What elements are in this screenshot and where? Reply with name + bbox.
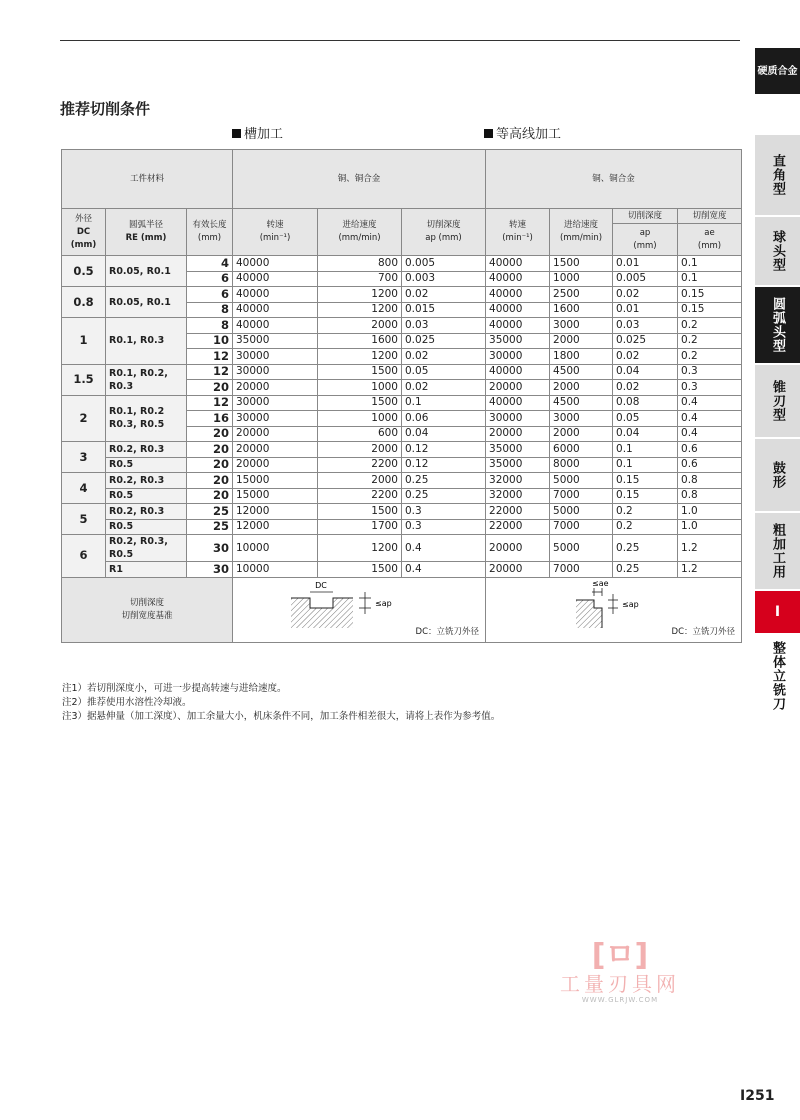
re-cell xyxy=(106,395,187,442)
section-contour-label: 等高线加工 xyxy=(496,127,562,142)
contour-rpm-cell: 32000 xyxy=(486,488,550,504)
header-material-slot: 铜、铜合金 xyxy=(233,150,486,209)
slot-rpm-cell: 40000 xyxy=(233,302,318,318)
contour-rpm-cell: 40000 xyxy=(486,364,550,380)
contour-feed-cell: 5000 xyxy=(550,473,613,489)
re-value: R0.2, R0.3, R0.5 xyxy=(109,536,168,560)
page-number: I251 xyxy=(740,1088,775,1104)
contour-ap-cell: 0.1 xyxy=(613,442,678,458)
slot-feed-cell: 1700 xyxy=(318,519,402,535)
dc-cell: 1.5 xyxy=(62,364,106,395)
contour-ae-label: ≤ae xyxy=(592,578,609,588)
slot-ap-cell: 0.025 xyxy=(402,333,486,349)
length-cell: 30 xyxy=(187,535,233,562)
contour-feed-cell: 2500 xyxy=(550,287,613,303)
length-cell: 6 xyxy=(187,287,233,303)
contour-ae-cell: 0.2 xyxy=(678,349,742,365)
re-cell xyxy=(106,318,187,365)
dc-cell: 2 xyxy=(62,395,106,442)
contour-feed-cell: 2000 xyxy=(550,426,613,442)
contour-ae-cell: 1.0 xyxy=(678,504,742,520)
table-row xyxy=(62,535,742,562)
slot-diagram xyxy=(233,577,486,642)
length-cell: 12 xyxy=(187,364,233,380)
table-row xyxy=(62,473,742,489)
slot-ap-cell: 0.05 xyxy=(402,364,486,380)
tab-roughing[interactable] xyxy=(755,513,800,589)
slot-rpm-cell: 35000 xyxy=(233,333,318,349)
header-contour-ae: ae (mm) xyxy=(678,224,742,256)
slot-feed-cell: 2000 xyxy=(318,473,402,489)
contour-diagram xyxy=(486,577,742,642)
contour-ap-cell: 0.005 xyxy=(613,271,678,287)
length-cell: 8 xyxy=(187,318,233,334)
header-material: 工件材料 xyxy=(62,150,233,209)
slot-feed-cell: 1500 xyxy=(318,562,402,578)
contour-ae-cell: 0.8 xyxy=(678,473,742,489)
length-cell: 10 xyxy=(187,333,233,349)
slot-ap-cell: 0.04 xyxy=(402,426,486,442)
header-contour-ap: ap (mm) xyxy=(613,224,678,256)
contour-ae-cell: 0.4 xyxy=(678,395,742,411)
watermark-name: 工量刃具网 xyxy=(560,972,680,996)
re-cell xyxy=(106,457,187,473)
tab-ball[interactable] xyxy=(755,217,800,285)
header-slot-rpm: 转速 (min⁻¹) xyxy=(233,209,318,256)
contour-feed-cell: 6000 xyxy=(550,442,613,458)
contour-feed-cell: 3000 xyxy=(550,411,613,427)
contour-ae-cell: 0.3 xyxy=(678,364,742,380)
slot-rpm-cell: 40000 xyxy=(233,287,318,303)
contour-ap-cell: 0.15 xyxy=(613,488,678,504)
slot-ap-cell: 0.003 xyxy=(402,271,486,287)
contour-rpm-cell: 30000 xyxy=(486,411,550,427)
dc-cell: 4 xyxy=(62,473,106,504)
contour-rpm-cell: 20000 xyxy=(486,426,550,442)
length-cell: 20 xyxy=(187,442,233,458)
re-cell xyxy=(106,256,187,287)
slot-rpm-cell: 12000 xyxy=(233,504,318,520)
re-cell xyxy=(106,364,187,395)
contour-rpm-cell: 40000 xyxy=(486,271,550,287)
slot-feed-cell: 1200 xyxy=(318,302,402,318)
contour-rpm-cell: 40000 xyxy=(486,287,550,303)
contour-feed-cell: 7000 xyxy=(550,488,613,504)
note-1: 注1）若切削深度小，可进一步提高转速与进给速度。 xyxy=(62,683,287,694)
contour-ap-cell: 0.2 xyxy=(613,519,678,535)
table-row xyxy=(62,256,742,272)
slot-feed-cell: 600 xyxy=(318,426,402,442)
length-cell: 25 xyxy=(187,504,233,520)
tab-barrel[interactable] xyxy=(755,439,800,511)
length-cell: 20 xyxy=(187,488,233,504)
contour-rpm-cell: 35000 xyxy=(486,442,550,458)
slot-feed-cell: 1200 xyxy=(318,349,402,365)
contour-ap-label: ≤ap xyxy=(622,599,639,609)
contour-rpm-cell: 22000 xyxy=(486,504,550,520)
table-row xyxy=(62,364,742,380)
top-rule xyxy=(60,40,740,41)
tab-radius[interactable] xyxy=(755,287,800,363)
slot-feed-cell: 800 xyxy=(318,256,402,272)
length-cell: 12 xyxy=(187,349,233,365)
contour-feed-cell: 4500 xyxy=(550,364,613,380)
slot-feed-cell: 2000 xyxy=(318,318,402,334)
contour-rpm-cell: 40000 xyxy=(486,318,550,334)
contour-ae-cell: 1.2 xyxy=(678,535,742,562)
slot-ap-cell: 0.4 xyxy=(402,535,486,562)
section-endmill-text: 整体立铣刀 xyxy=(770,641,785,711)
slot-ap-cell: 0.25 xyxy=(402,473,486,489)
re-value: R0.05, R0.1 xyxy=(109,296,171,308)
header-contour-feed: 进给速度 (mm/min) xyxy=(550,209,613,256)
re-value: R0.2, R0.3 xyxy=(109,474,165,486)
slot-ap-cell: 0.12 xyxy=(402,442,486,458)
contour-ae-cell: 0.15 xyxy=(678,302,742,318)
contour-ae-cell: 0.4 xyxy=(678,411,742,427)
contour-ap-cell: 0.25 xyxy=(613,562,678,578)
contour-feed-cell: 1000 xyxy=(550,271,613,287)
contour-ae-cell: 0.2 xyxy=(678,318,742,334)
tab-taper-label: 锥刃型 xyxy=(770,380,785,422)
header-contour-width: 切削宽度 xyxy=(678,209,742,224)
slot-ap-cell: 0.06 xyxy=(402,411,486,427)
table-row xyxy=(62,395,742,411)
tab-square-label: 直角型 xyxy=(770,154,785,196)
contour-ap-cell: 0.02 xyxy=(613,349,678,365)
contour-ae-cell: 0.1 xyxy=(678,271,742,287)
contour-feed-cell: 8000 xyxy=(550,457,613,473)
slot-rpm-cell: 40000 xyxy=(233,256,318,272)
contour-feed-cell: 2000 xyxy=(550,380,613,396)
contour-ae-cell: 0.15 xyxy=(678,287,742,303)
slot-rpm-cell: 30000 xyxy=(233,364,318,380)
dc-cell: 6 xyxy=(62,535,106,578)
contour-ap-cell: 0.01 xyxy=(613,256,678,272)
standard-label: 切削深度 切削宽度基准 xyxy=(62,577,233,642)
length-cell: 20 xyxy=(187,457,233,473)
tab-radius-label: 圆弧头型 xyxy=(770,297,785,353)
slot-feed-cell: 1500 xyxy=(318,364,402,380)
slot-caption: DC：立铣刀外径 xyxy=(415,626,480,637)
table-row xyxy=(62,562,742,578)
re-value: R0.1, R0.2, R0.3 xyxy=(109,367,168,392)
slot-ap-cell: 0.02 xyxy=(402,287,486,303)
contour-rpm-cell: 40000 xyxy=(486,256,550,272)
header-contour-rpm: 转速 (min⁻¹) xyxy=(486,209,550,256)
slot-feed-cell: 2000 xyxy=(318,442,402,458)
dc-cell: 5 xyxy=(62,504,106,535)
section-slot xyxy=(232,123,283,142)
section-contour xyxy=(484,123,561,142)
length-cell: 20 xyxy=(187,380,233,396)
slot-rpm-cell: 20000 xyxy=(233,457,318,473)
re-value: R0.1, R0.3 xyxy=(109,335,165,347)
contour-rpm-cell: 20000 xyxy=(486,380,550,396)
table-row xyxy=(62,442,742,458)
tab-carbide-label: 硬质合金 xyxy=(757,65,798,77)
contour-ae-cell: 0.6 xyxy=(678,442,742,458)
length-cell: 30 xyxy=(187,562,233,578)
contour-ap-cell: 0.01 xyxy=(613,302,678,318)
contour-feed-cell: 7000 xyxy=(550,562,613,578)
dc-cell: 0.8 xyxy=(62,287,106,318)
tab-section-i[interactable] xyxy=(755,591,800,633)
contour-rpm-cell: 20000 xyxy=(486,562,550,578)
tab-carbide[interactable] xyxy=(755,48,800,94)
tab-ball-label: 球头型 xyxy=(770,230,785,272)
re-cell xyxy=(106,287,187,318)
slot-ap-cell: 0.25 xyxy=(402,488,486,504)
contour-ap-cell: 0.04 xyxy=(613,364,678,380)
contour-rpm-cell: 35000 xyxy=(486,333,550,349)
slot-feed-cell: 1000 xyxy=(318,380,402,396)
re-value: R0.1, R0.2 xyxy=(109,406,165,418)
slot-rpm-cell: 40000 xyxy=(233,271,318,287)
contour-caption: DC：立铣刀外径 xyxy=(671,626,736,637)
contour-feed-cell: 5000 xyxy=(550,504,613,520)
re-cell xyxy=(106,562,187,578)
slot-dc-label: DC xyxy=(315,580,327,590)
slot-ap-label: ≤ap xyxy=(375,598,392,608)
length-cell: 20 xyxy=(187,473,233,489)
section-endmill-label xyxy=(755,636,800,716)
header-material-contour: 铜、铜合金 xyxy=(486,150,742,209)
contour-ap-cell: 0.08 xyxy=(613,395,678,411)
slot-rpm-cell: 15000 xyxy=(233,473,318,489)
slot-feed-cell: 2200 xyxy=(318,488,402,504)
slot-rpm-cell: 15000 xyxy=(233,488,318,504)
header-dc: 外径 DC (mm) xyxy=(62,209,106,256)
contour-ap-cell: 0.05 xyxy=(613,411,678,427)
slot-rpm-cell: 40000 xyxy=(233,318,318,334)
contour-rpm-cell: 40000 xyxy=(486,395,550,411)
slot-feed-cell: 1500 xyxy=(318,395,402,411)
header-re: 圆弧半径 RE (mm) xyxy=(106,209,187,256)
slot-ap-cell: 0.02 xyxy=(402,380,486,396)
contour-feed-cell: 1500 xyxy=(550,256,613,272)
watermark-url: WWW.GLRJW.COM xyxy=(581,996,659,1004)
contour-ae-cell: 0.3 xyxy=(678,380,742,396)
slot-ap-cell: 0.1 xyxy=(402,395,486,411)
tab-roughing-label: 粗加工用 xyxy=(770,523,785,579)
re-cell xyxy=(106,519,187,535)
slot-ap-cell: 0.4 xyxy=(402,562,486,578)
slot-ap-cell: 0.3 xyxy=(402,519,486,535)
length-cell: 4 xyxy=(187,256,233,272)
contour-ap-cell: 0.02 xyxy=(613,380,678,396)
length-cell: 20 xyxy=(187,426,233,442)
re-value: R0.5 xyxy=(109,490,134,502)
contour-ap-cell: 0.2 xyxy=(613,504,678,520)
re-cell xyxy=(106,535,187,562)
contour-ap-cell: 0.02 xyxy=(613,287,678,303)
contour-rpm-cell: 32000 xyxy=(486,473,550,489)
contour-feed-cell: 5000 xyxy=(550,535,613,562)
header-contour-depth: 切削深度 xyxy=(613,209,678,224)
length-cell: 12 xyxy=(187,395,233,411)
slot-rpm-cell: 20000 xyxy=(233,380,318,396)
length-cell: 16 xyxy=(187,411,233,427)
slot-feed-cell: 1200 xyxy=(318,535,402,562)
slot-feed-cell: 700 xyxy=(318,271,402,287)
table-row xyxy=(62,287,742,303)
re-value: R0.2, R0.3 xyxy=(109,505,165,517)
re-value: R0.2, R0.3 xyxy=(109,443,165,455)
cutting-conditions-table xyxy=(61,149,742,643)
contour-ae-cell: 1.0 xyxy=(678,519,742,535)
contour-ae-cell: 0.2 xyxy=(678,333,742,349)
slot-ap-cell: 0.015 xyxy=(402,302,486,318)
re-value: R0.5 xyxy=(109,459,134,471)
contour-ap-cell: 0.025 xyxy=(613,333,678,349)
dc-cell: 3 xyxy=(62,442,106,473)
contour-ae-cell: 0.6 xyxy=(678,457,742,473)
contour-rpm-cell: 35000 xyxy=(486,457,550,473)
contour-ap-cell: 0.1 xyxy=(613,457,678,473)
watermark-logo-icon: [ㅁ] xyxy=(591,938,649,973)
slot-rpm-cell: 10000 xyxy=(233,535,318,562)
length-cell: 25 xyxy=(187,519,233,535)
contour-feed-cell: 7000 xyxy=(550,519,613,535)
table-row xyxy=(62,318,742,334)
re-value: R0.5 xyxy=(109,521,134,533)
contour-rpm-cell: 22000 xyxy=(486,519,550,535)
re-cell xyxy=(106,488,187,504)
re-cell xyxy=(106,442,187,458)
contour-feed-cell: 3000 xyxy=(550,318,613,334)
re-value: R0.3, R0.5 xyxy=(109,419,165,431)
slot-rpm-cell: 30000 xyxy=(233,411,318,427)
contour-feed-cell: 2000 xyxy=(550,333,613,349)
re-cell xyxy=(106,504,187,520)
length-cell: 8 xyxy=(187,302,233,318)
page-title: 推荐切削条件 xyxy=(60,100,151,118)
note-2: 注2）推荐使用水溶性冷却液。 xyxy=(62,697,192,708)
table-row xyxy=(62,519,742,535)
table-row xyxy=(62,457,742,473)
dc-cell: 0.5 xyxy=(62,256,106,287)
table-row xyxy=(62,504,742,520)
re-value: R0.05, R0.1 xyxy=(109,265,171,277)
slot-rpm-cell: 30000 xyxy=(233,349,318,365)
tab-taper[interactable] xyxy=(755,365,800,437)
contour-feed-cell: 1600 xyxy=(550,302,613,318)
slot-feed-cell: 1600 xyxy=(318,333,402,349)
contour-ae-cell: 1.2 xyxy=(678,562,742,578)
slot-ap-cell: 0.3 xyxy=(402,504,486,520)
slot-rpm-cell: 12000 xyxy=(233,519,318,535)
header-slot-ap: 切削深度 ap (mm) xyxy=(402,209,486,256)
contour-rpm-cell: 40000 xyxy=(486,302,550,318)
header-length: 有效长度 (mm) xyxy=(187,209,233,256)
slot-feed-cell: 1000 xyxy=(318,411,402,427)
slot-rpm-cell: 30000 xyxy=(233,395,318,411)
length-cell: 6 xyxy=(187,271,233,287)
contour-ap-cell: 0.15 xyxy=(613,473,678,489)
contour-rpm-cell: 30000 xyxy=(486,349,550,365)
re-value: R1 xyxy=(109,563,123,575)
contour-ap-cell: 0.25 xyxy=(613,535,678,562)
slot-feed-cell: 1200 xyxy=(318,287,402,303)
contour-feed-cell: 1800 xyxy=(550,349,613,365)
notes xyxy=(62,682,500,724)
header-slot-feed: 进给速度 (mm/min) xyxy=(318,209,402,256)
slot-rpm-cell: 10000 xyxy=(233,562,318,578)
contour-ae-cell: 0.4 xyxy=(678,426,742,442)
contour-ap-cell: 0.03 xyxy=(613,318,678,334)
contour-ap-cell: 0.04 xyxy=(613,426,678,442)
tab-square[interactable] xyxy=(755,135,800,215)
slot-feed-cell: 1500 xyxy=(318,504,402,520)
contour-ae-cell: 0.8 xyxy=(678,488,742,504)
slot-feed-cell: 2200 xyxy=(318,457,402,473)
slot-ap-cell: 0.005 xyxy=(402,256,486,272)
tab-barrel-label: 鼓形 xyxy=(770,461,785,489)
slot-rpm-cell: 20000 xyxy=(233,442,318,458)
section-slot-label: 槽加工 xyxy=(244,127,284,142)
square-bullet-icon xyxy=(484,129,493,138)
slot-ap-cell: 0.02 xyxy=(402,349,486,365)
contour-ae-cell: 0.1 xyxy=(678,256,742,272)
slot-ap-cell: 0.03 xyxy=(402,318,486,334)
contour-feed-cell: 4500 xyxy=(550,395,613,411)
watermark xyxy=(540,940,700,1004)
note-3: 注3）据悬伸量（加工深度）、加工余量大小，机床条件不同，加工条件相差很大，请将上表作为参考值。 xyxy=(62,711,501,722)
square-bullet-icon xyxy=(232,129,241,138)
dc-cell: 1 xyxy=(62,318,106,365)
slot-ap-cell: 0.12 xyxy=(402,457,486,473)
slot-rpm-cell: 20000 xyxy=(233,426,318,442)
contour-rpm-cell: 20000 xyxy=(486,535,550,562)
table-row xyxy=(62,488,742,504)
re-cell xyxy=(106,473,187,489)
tab-section-i-label: I xyxy=(774,603,781,620)
